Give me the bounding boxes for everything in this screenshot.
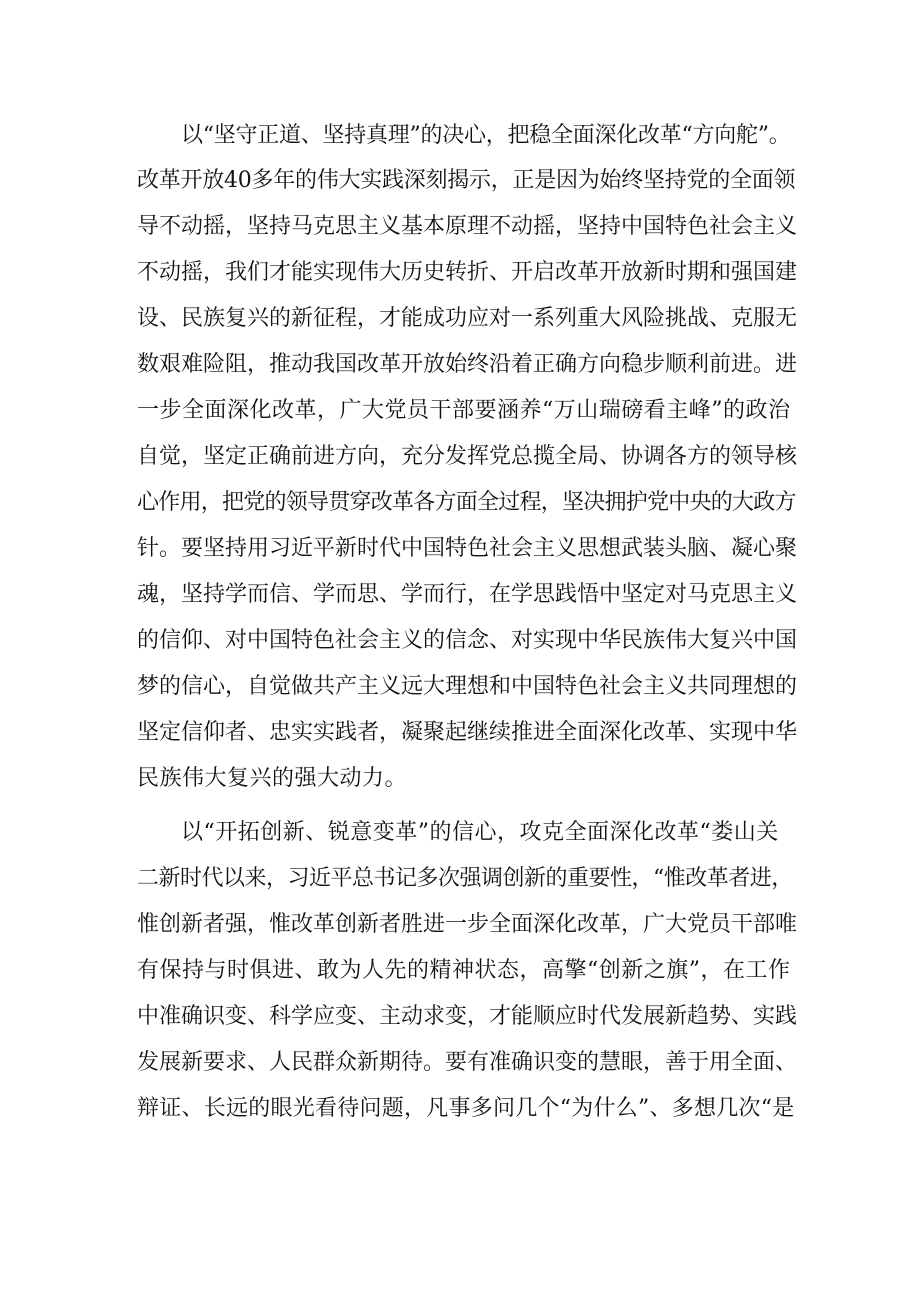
paragraph-1-line-15: 民族伟大复兴的强大动力。 — [137, 766, 408, 791]
paragraph-2-line-1: 以“开拓创新、锐意变革”的信心，攻克全面深化改革“娄山关 — [181, 820, 779, 845]
paragraph-2-line-2: 二新时代以来，习近平总书记多次强调创新的重要性，“惟改革者进， — [137, 866, 793, 891]
paragraph-1-line-9: 心作用，把党的领导贯穿改革各方面全过程，坚决拥护党中央的大政方 — [137, 490, 796, 515]
paragraph-1-line-6: 数艰难险阻，推动我国改革开放始终沿着正确方向稳步顺利前进。进 — [137, 352, 798, 377]
paragraph-1-line-13: 梦的信心，自觉做共产主义远大理想和中国特色社会主义共同理想的 — [137, 674, 798, 699]
paragraph-1-line-11: 魂，坚持学而信、学而思、学而行，在学思践悟中坚定对马克思主义 — [137, 582, 798, 607]
paragraph-1-line-14: 坚定信仰者、忠实实践者，凝聚起继续推进全面深化改革、实现中华 — [137, 720, 798, 745]
paragraph-1-line-12: 的信仰、对中国特色社会主义的信念、对实现中华民族伟大复兴中国 — [137, 628, 798, 653]
paragraph-1-line-2: 改革开放40多年的伟大实践深刻揭示，正是因为始终坚持党的全面领 — [137, 168, 796, 193]
paragraph-2-line-5: 中准确识变、科学应变、主动求变，才能顺应时代发展新趋势、实践 — [137, 1004, 798, 1029]
paragraph-1-line-10: 针。要坚持用习近平新时代中国特色社会主义思想武装头脑、凝心聚 — [137, 536, 798, 561]
paragraph-2-line-3: 惟创新者强，惟改革创新者胜进一步全面深化改革，广大党员干部唯 — [137, 912, 798, 937]
paragraph-1-line-1: 以“坚守正道、坚持真理”的决心，把稳全面深化改革“方向舵”。 — [181, 123, 791, 148]
paragraph-1-line-5: 设、民族复兴的新征程，才能成功应对一系列重大风险挑战、克服无 — [137, 306, 798, 331]
paragraph-1-line-4: 不动摇，我们才能实现伟大历史转折、开启改革开放新时期和强国建 — [137, 260, 798, 285]
paragraph-2-line-4: 有保持与时俱进、敢为人先的精神状态，高擎“创新之旗”，在工作 — [137, 958, 791, 983]
paragraph-1-line-7: 一步全面深化改革，广大党员干部要涵养“万山瑞磅看主峰”的政治 — [137, 398, 791, 423]
paragraph-1-line-3: 导不动摇，坚持马克思主义基本原理不动摇，坚持中国特色社会主义 — [137, 214, 798, 239]
paragraph-2-line-6: 发展新要求、人民群众新期待。要有准确识变的慧眼，善于用全面、 — [137, 1050, 798, 1075]
paragraph-1-line-8: 自觉，坚定正确前进方向，充分发挥党总揽全局、协调各方的领导核 — [137, 444, 798, 469]
paragraph-2-line-7: 辩证、长远的眼光看待问题，凡事多问几个“为什么”、多想几次“是 — [137, 1096, 795, 1121]
